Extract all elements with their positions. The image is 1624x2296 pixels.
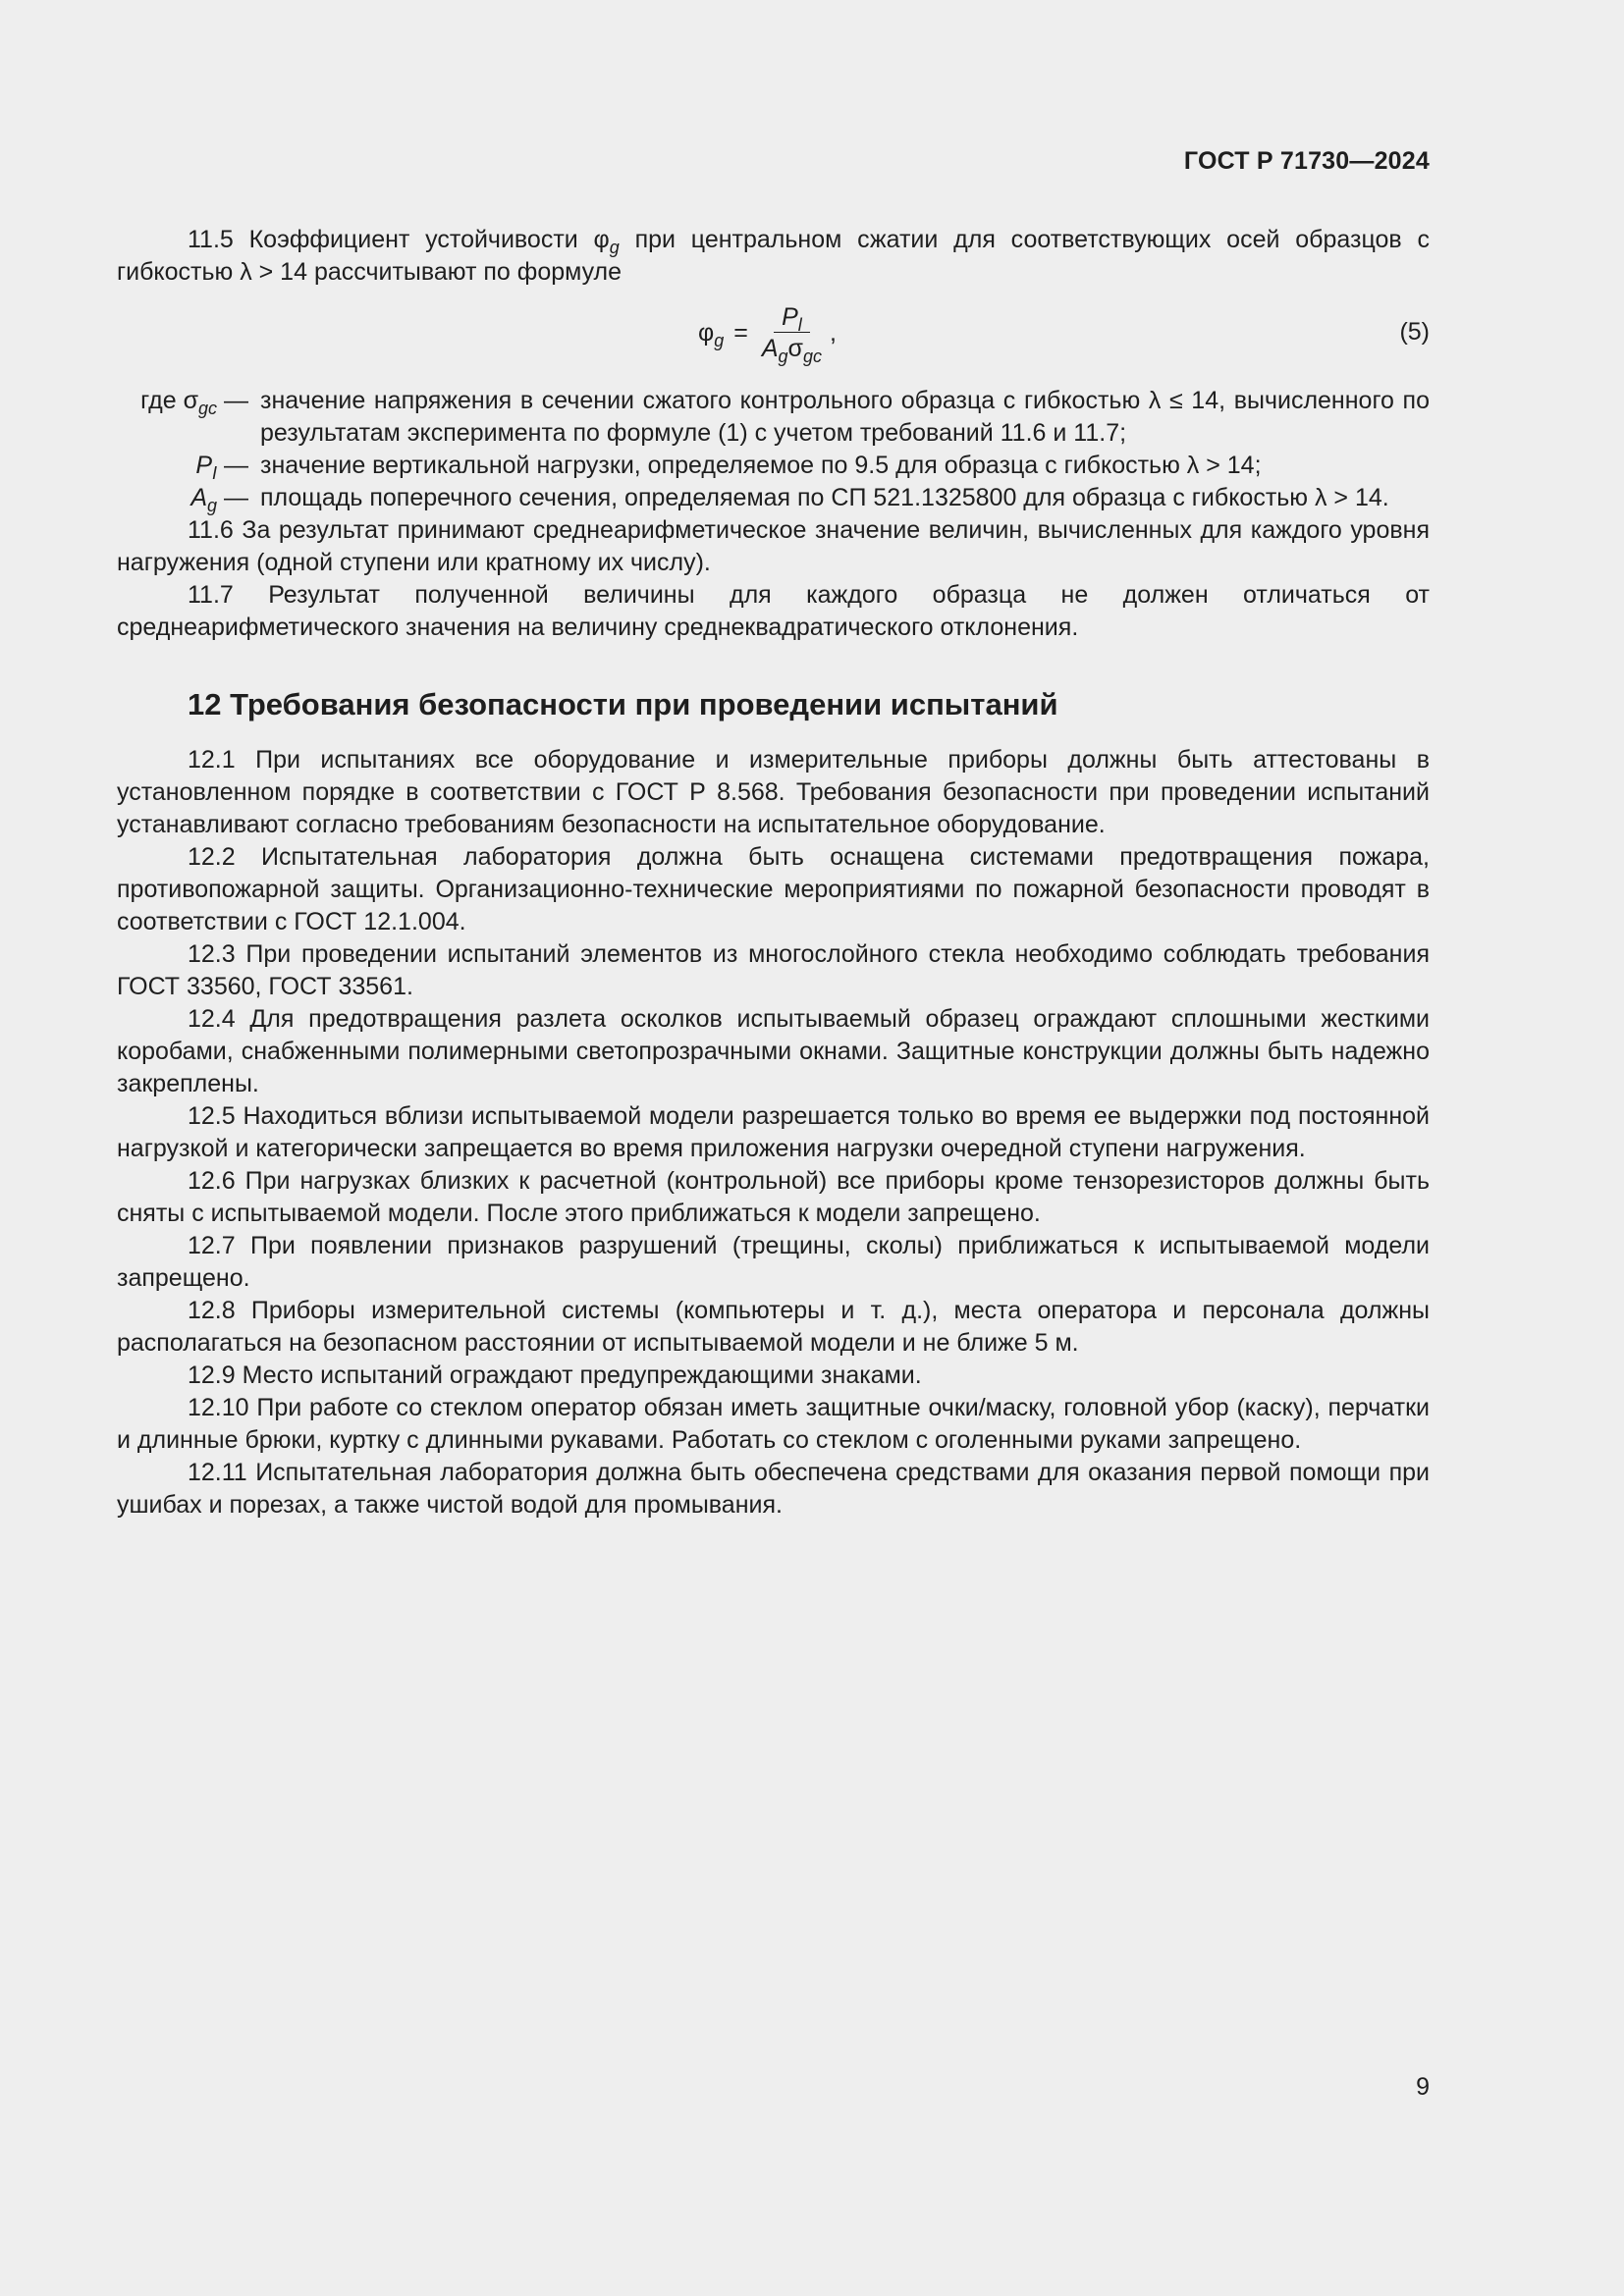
page-content [117, 224, 1430, 1522]
paragraph-12-5: 12.5 Находиться вблизи испытываемой модели разрешается только во время ее выдержки под постоянной нагрузкой и категорически запрещается во время приложения нагрузки очередной ступени нагружения. [117, 1102, 1430, 1162]
paragraph-12-1: 12.1 При испытаниях все оборудование и измерительные приборы должны быть аттестованы в установленном порядке в соответствии с ГОСТ Р 8.568. Требования безопасности при проведении испытаний устанавливают согласно требованиям безопасности на испытательное оборудование. [117, 746, 1430, 838]
formula-numerator: $P_l$ [774, 302, 810, 333]
formula-denominator: $A_g\sigma_{gc}$ [761, 334, 822, 366]
where-symbol-a: $A_g$ — [190, 484, 248, 515]
formula-lhs: $\varphi_g$ [698, 318, 725, 350]
where-definition: значение напряжения в сечении сжатого контрольного образца с гибкостью λ ≤ 14, вычисленного по результатам эксперимента по формуле (1) с учетом требований 11.6 и 11.7; [260, 387, 1430, 447]
paragraph-12-11: 12.11 Испытательная лаборатория должна быть обеспечена средствами для оказания первой помощи при ушибах и порезах, а также чистой водой для промывания. [117, 1459, 1430, 1519]
where-symbol-sigma: где $\sigma_{gc}$ — [140, 387, 248, 418]
paragraph-12-8: 12.8 Приборы измерительной системы (компьютеры и т. д.), места оператора и персонала должны располагаться на безопасном расстоянии от испытываемой модели и не ближе 5 м. [117, 1297, 1430, 1357]
paragraph-12-6: 12.6 При нагрузках близких к расчетной (контрольной) все приборы кроме тензорезисторов должны быть сняты с испытываемой модели. После этого приближаться к модели запрещено. [117, 1167, 1430, 1227]
where-symbol-p: $P_I$ — [195, 452, 248, 483]
paragraph-11-6: 11.6 За результат принимают среднеарифметическое значение величин, вычисленных для каждого уровня нагружения (одной ступени или кратному их числу). [117, 516, 1430, 576]
formula-number: (5) [1399, 318, 1430, 346]
formula-5: $\varphi_g$ = $\frac{P_l}{A_g\sigma_{gc}}$ , (5) [698, 302, 1430, 366]
paragraph-12-7: 12.7 При появлении признаков разрушений (трещины, сколы) приближаться к испытываемой модели запрещено. [117, 1232, 1430, 1292]
section-12-title: 12 Требования безопасности при проведении испытаний [188, 687, 1058, 721]
paragraph-12-3: 12.3 При проведении испытаний элементов из многослойного стекла необходимо соблюдать требования ГОСТ 33560, ГОСТ 33561. [117, 940, 1430, 1000]
where-definition: площадь поперечного сечения, определяемая по СП 521.1325800 для образца с гибкостью λ > 14. [260, 484, 1389, 511]
paragraph-12-9: 12.9 Место испытаний ограждают предупреждающими знаками. [188, 1362, 922, 1389]
paragraph-12-10: 12.10 При работе со стеклом оператор обязан иметь защитные очки/маску, головной убор (каску), перчатки и длинные брюки, куртку с длинными рукавами. Работать со стеклом с оголенными руками запрещено. [117, 1394, 1430, 1454]
where-list [117, 385, 1430, 514]
paragraph-12-2: 12.2 Испытательная лаборатория должна быть оснащена системами предотвращения пожара, противопожарной защиты. Организационно-технические мероприятиями по пожарной безопасности проводят в соответствии с ГОСТ 12.1.004. [117, 843, 1430, 935]
page-number: 9 [1416, 2073, 1430, 2101]
paragraph-11-5: 11.5 Коэффициент устойчивости $\varphi_g$ при центральном сжатии для соответствующих осей образцов с гибкостью λ > 14 рассчитывают по формуле [117, 226, 1430, 286]
formula-fraction [756, 302, 828, 364]
paragraph-11-7: 11.7 Результат полученной величины для каждого образца не должен отличаться от среднеарифметического значения на величину среднеквадратического отклонения. [117, 581, 1430, 641]
paragraph-12-4: 12.4 Для предотвращения разлета осколков испытываемый образец ограждают сплошными жесткими коробами, снабженными полимерными светопрозрачными окнами. Защитные конструкции должны быть надежно закреплены. [117, 1005, 1430, 1097]
document-id: ГОСТ Р 71730—2024 [1183, 147, 1430, 175]
where-definition: значение вертикальной нагрузки, определяемое по 9.5 для образца с гибкостью λ > 14; [260, 452, 1262, 479]
